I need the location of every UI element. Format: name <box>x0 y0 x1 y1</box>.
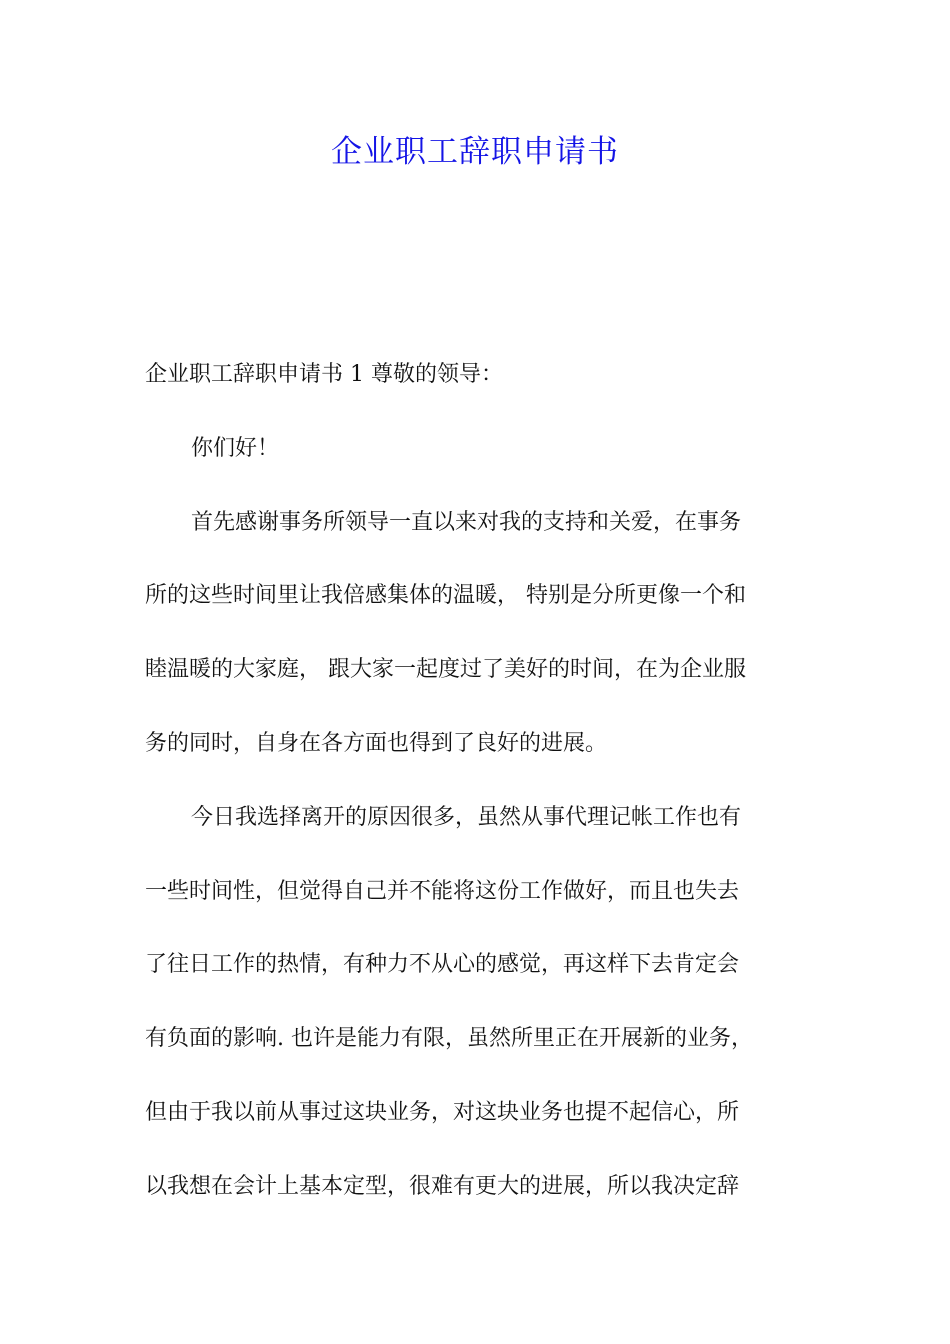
body-line-3: 首先感谢事务所领导一直以来对我的支持和关爱，在事务 <box>191 509 742 535</box>
body-line-2: 你们好！ <box>191 435 280 461</box>
body-line-12: 以我想在会计上基本定型，很难有更大的进展，所以我决定辞 <box>145 1173 740 1199</box>
body-line-8: 一些时间性，但觉得自己并不能将这份工作做好，而且也失去 <box>145 878 740 904</box>
body-line-4: 所的这些时间里让我倍感集体的温暖， 特别是分所更像一个和 <box>145 583 746 609</box>
body-line-11: 但由于我以前从事过这块业务，对这块业务也提不起信心，所 <box>145 1099 740 1125</box>
body-line-7: 今日我选择离开的原因很多，虽然从事代理记帐工作也有 <box>191 804 742 830</box>
document-title: 企业职工辞职申请书 <box>331 134 619 170</box>
body-line-1: 企业职工辞职申请书 1 尊敬的领导： <box>145 362 503 387</box>
body-line-6: 务的同时，自身在各方面也得到了良好的进展。 <box>145 730 608 756</box>
body-line-5: 睦温暖的大家庭， 跟大家一起度过了美好的时间，在为企业服 <box>145 657 746 683</box>
document-body <box>145 338 817 1224</box>
body-line-9: 了往日工作的热情，有种力不从心的感觉，再这样下去肯定会 <box>145 952 740 978</box>
body-line-10: 有负面的影响. 也许是能力有限，虽然所里正在开展新的业务， <box>145 1026 753 1052</box>
